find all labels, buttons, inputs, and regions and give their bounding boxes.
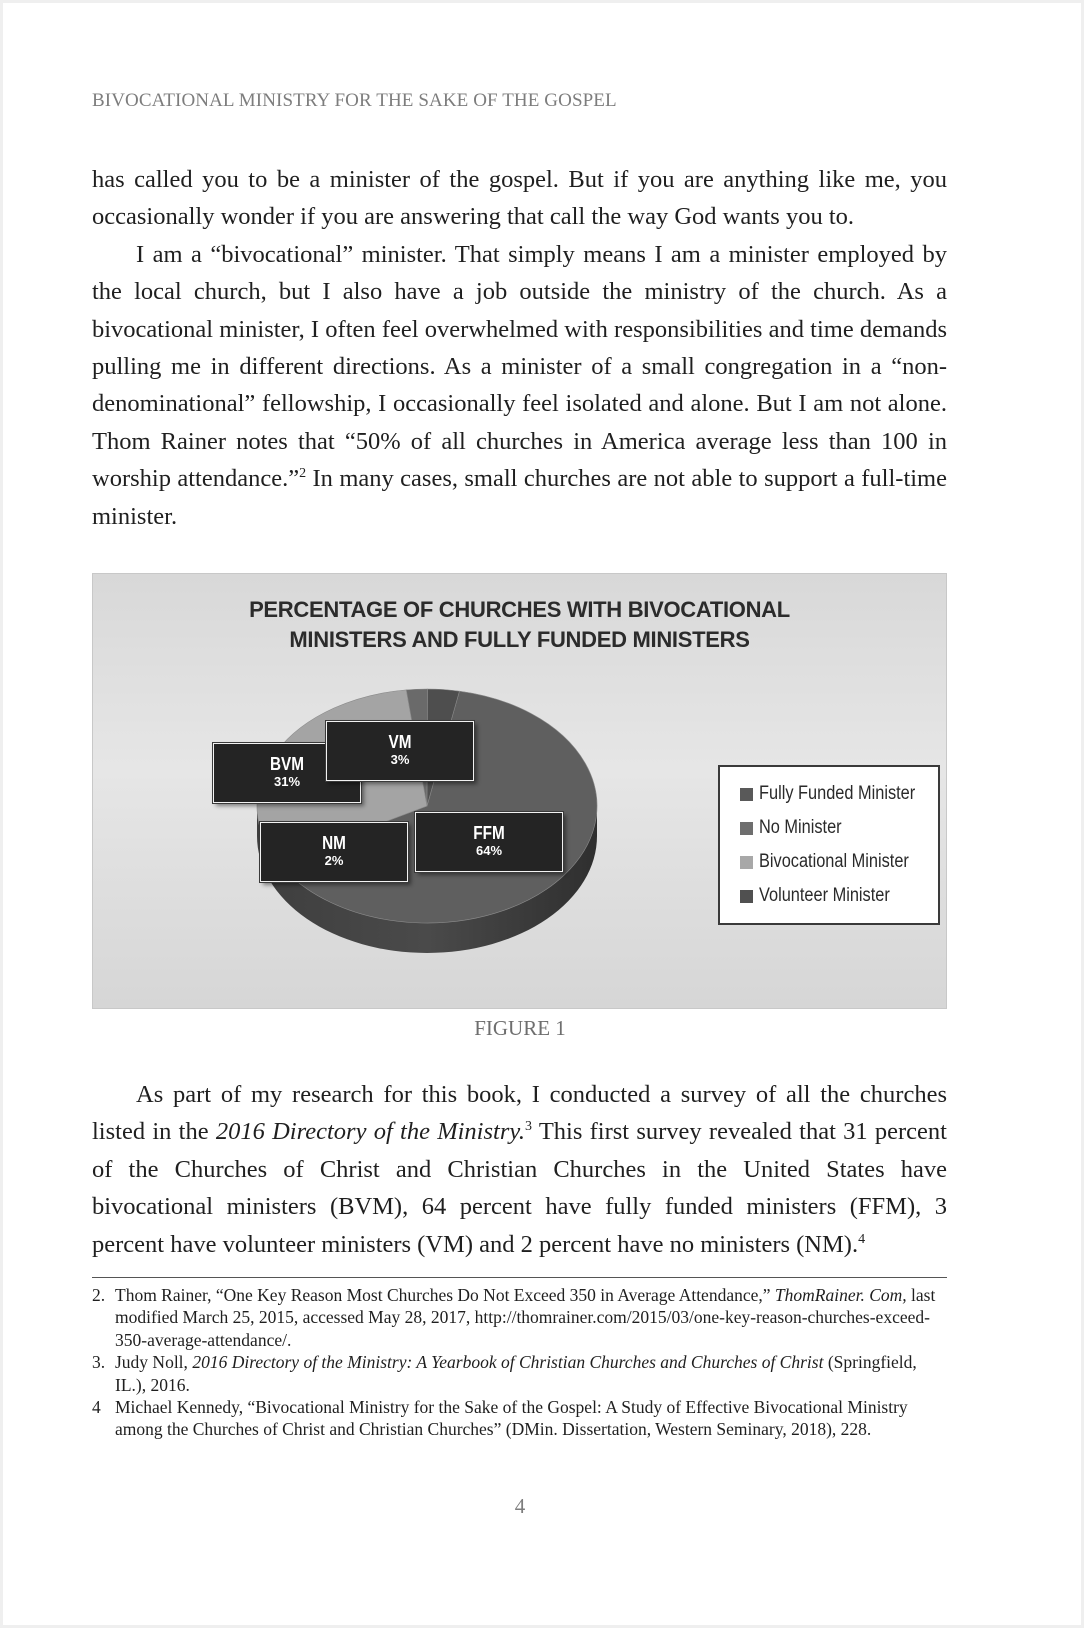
directory-title: 2016 Directory of the Ministry.: [215, 1118, 525, 1146]
footnotes: [92, 1284, 947, 1441]
footnote-3: 3. Judy Noll, 2016 Directory of the Ministry: A Yearbook of Christian Churches and Churches of Christ (Springfield, IL.), 2016.: [92, 1352, 917, 1395]
callout-vm: [326, 721, 474, 781]
legend-item-ffm: Fully Funded Minister: [740, 782, 941, 806]
legend-swatch-bvm: [740, 856, 753, 869]
running-head: BIVOCATIONAL MINISTRY FOR THE SAKE OF THE GOSPEL: [92, 90, 617, 111]
callout-ffm-label: FFM: [473, 823, 505, 843]
footnote-ref-2[interactable]: 2: [299, 466, 307, 482]
paragraph-3: As part of my research for this book, I conducted a survey of all the churches listed in the 2016 Directory of the Ministry.$^3$ This first survey revealed that 31 percent of the Churches of Christ and Christian Churches in the United States have bivocational ministers (BVM), 64 percent have fully funded ministers (FFM), 3 percent have volunteer ministers (VM) and 2 percent have no ministers (NM).$^4$: [92, 1081, 947, 1258]
legend-item-nm: No Minister: [740, 816, 855, 840]
callout-bvm-label: BVM: [270, 754, 304, 774]
legend-swatch-ffm: [740, 788, 753, 801]
body-text-bottom: [92, 1076, 947, 1263]
page-number: 4: [514, 1494, 526, 1518]
legend-item-vm: Volunteer Minister: [740, 884, 911, 908]
callout-ffm: [415, 812, 563, 872]
footnote-divider: [92, 1277, 947, 1278]
footnote-ref-3[interactable]: 3: [525, 1119, 532, 1135]
callout-vm-value: 3%: [390, 752, 410, 767]
paragraph-1: has called you to be a minister of the gospel. But if you are anything like me, you occasionally wonder if you are answering that call the way God wants you to.: [92, 166, 947, 231]
footnote-4: 4 Michael Kennedy, “Bivocational Ministry for the Sake of the Gospel: A Study of Effective Bivocational Ministry among the Churches of Christ and Christian Churches” (DMin. Dissertation, Western Seminary, 2018), 228.: [92, 1397, 908, 1440]
callout-nm-value: 2%: [324, 853, 344, 868]
legend-item-bvm: Bivocational Minister: [740, 850, 933, 874]
callout-vm-label: VM: [388, 732, 412, 752]
chart-title-line-1: PERCENTAGE OF CHURCHES WITH BIVOCATIONAL: [249, 597, 790, 622]
chart-legend: [718, 765, 940, 925]
callout-nm-label: NM: [322, 833, 346, 853]
callout-ffm-value: 64%: [475, 843, 503, 858]
chart-title-line-2: MINISTERS AND FULLY FUNDED MINISTERS: [289, 627, 750, 652]
footnote-2: 2. Thom Rainer, “One Key Reason Most Churches Do Not Exceed 350 in Average Attendance,” ThomRainer. Com, last modified March 25, 2015, accessed May 28, 2017, http://thomrainer.com/2015/03/one-key-reason-churches-exceed-350-average-attendance/.: [92, 1285, 936, 1350]
legend-swatch-vm: [740, 890, 753, 903]
callout-bvm-value: 31%: [273, 774, 301, 789]
callout-nm: [260, 822, 408, 882]
legend-swatch-nm: [740, 822, 753, 835]
figure-caption: FIGURE 1: [474, 1016, 566, 1040]
footnote-ref-4[interactable]: 4: [858, 1231, 866, 1247]
body-text-top: [92, 161, 947, 535]
pie-chart: [92, 573, 947, 1009]
paragraph-2: I am a “bivocational” minister. That simply means I am a minister employed by the local church, but I also have a job outside the ministry of the church. As a bivocational minister, I often feel overwhelmed with responsibilities and time demands pulling me in different directions. As a minister of a small congregation in a “non-denominational” fellowship, I occasionally feel isolated and alone. But I am not alone. Thom Rainer notes that “50% of all churches in America average less than 100 in worship attendance.”$^2$ In many cases, small churches are not able to support a full-time minister.: [92, 240, 947, 530]
